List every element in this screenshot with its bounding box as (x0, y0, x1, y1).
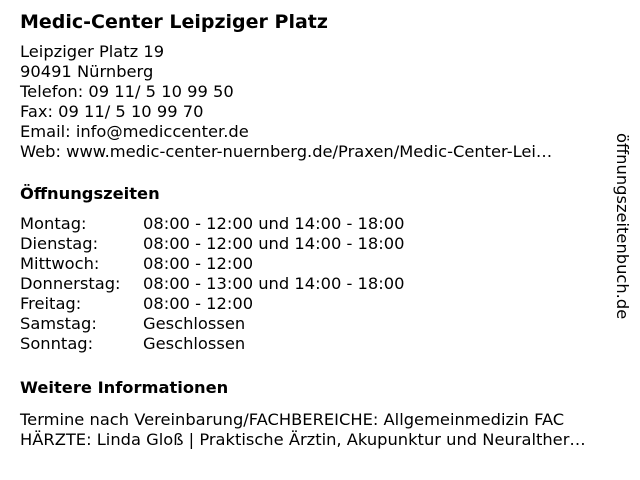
hours-time: Geschlossen (143, 334, 246, 353)
opening-hours-table (20, 214, 620, 354)
further-info-line: Termine nach Vereinbarung/FACHBEREICHE: Allgemeinmedizin FAC (20, 410, 565, 429)
address-street: Leipziger Platz 19 (20, 42, 165, 61)
hours-day: Sonntag: (20, 334, 94, 353)
hours-time: Geschlossen (143, 314, 246, 333)
hours-row-monday (20, 214, 620, 234)
hours-row-tuesday (20, 234, 620, 254)
hours-day: Donnerstag: (20, 274, 121, 293)
further-info-text (20, 410, 620, 450)
email-line: Email: info@mediccenter.de (20, 122, 249, 141)
phone-line: Telefon: 09 11/ 5 10 99 50 (20, 82, 234, 101)
hours-time: 08:00 - 12:00 (143, 254, 254, 273)
further-info-line: HÄRZTE: Linda Gloß | Praktische Ärztin, Akupunktur und Neuralther… (20, 430, 586, 449)
web-line: Web: www.medic-center-nuernberg.de/Praxen/Medic-Center-Lei… (20, 142, 553, 161)
hours-day: Montag: (20, 214, 87, 233)
business-card (20, 10, 620, 450)
address-city: 90491 Nürnberg (20, 62, 154, 81)
business-name: Medic-Center Leipziger Platz (20, 11, 328, 33)
hours-row-thursday (20, 274, 620, 294)
side-brand-watermark: öffnungszeitenbuch.de (613, 133, 632, 320)
hours-row-wednesday (20, 254, 620, 274)
hours-day: Mittwoch: (20, 254, 100, 273)
hours-time: 08:00 - 13:00 und 14:00 - 18:00 (143, 274, 405, 293)
hours-day: Dienstag: (20, 234, 99, 253)
hours-time: 08:00 - 12:00 und 14:00 - 18:00 (143, 234, 405, 253)
hours-time: 08:00 - 12:00 (143, 294, 254, 313)
opening-hours-heading: Öffnungszeiten (20, 184, 160, 203)
hours-day: Freitag: (20, 294, 82, 313)
contact-block (20, 42, 620, 162)
fax-line: Fax: 09 11/ 5 10 99 70 (20, 102, 204, 121)
hours-day: Samstag: (20, 314, 97, 333)
hours-row-saturday (20, 314, 620, 334)
hours-row-friday (20, 294, 620, 314)
hours-row-sunday (20, 334, 620, 354)
further-info-heading: Weitere Informationen (20, 378, 229, 397)
hours-time: 08:00 - 12:00 und 14:00 - 18:00 (143, 214, 405, 233)
